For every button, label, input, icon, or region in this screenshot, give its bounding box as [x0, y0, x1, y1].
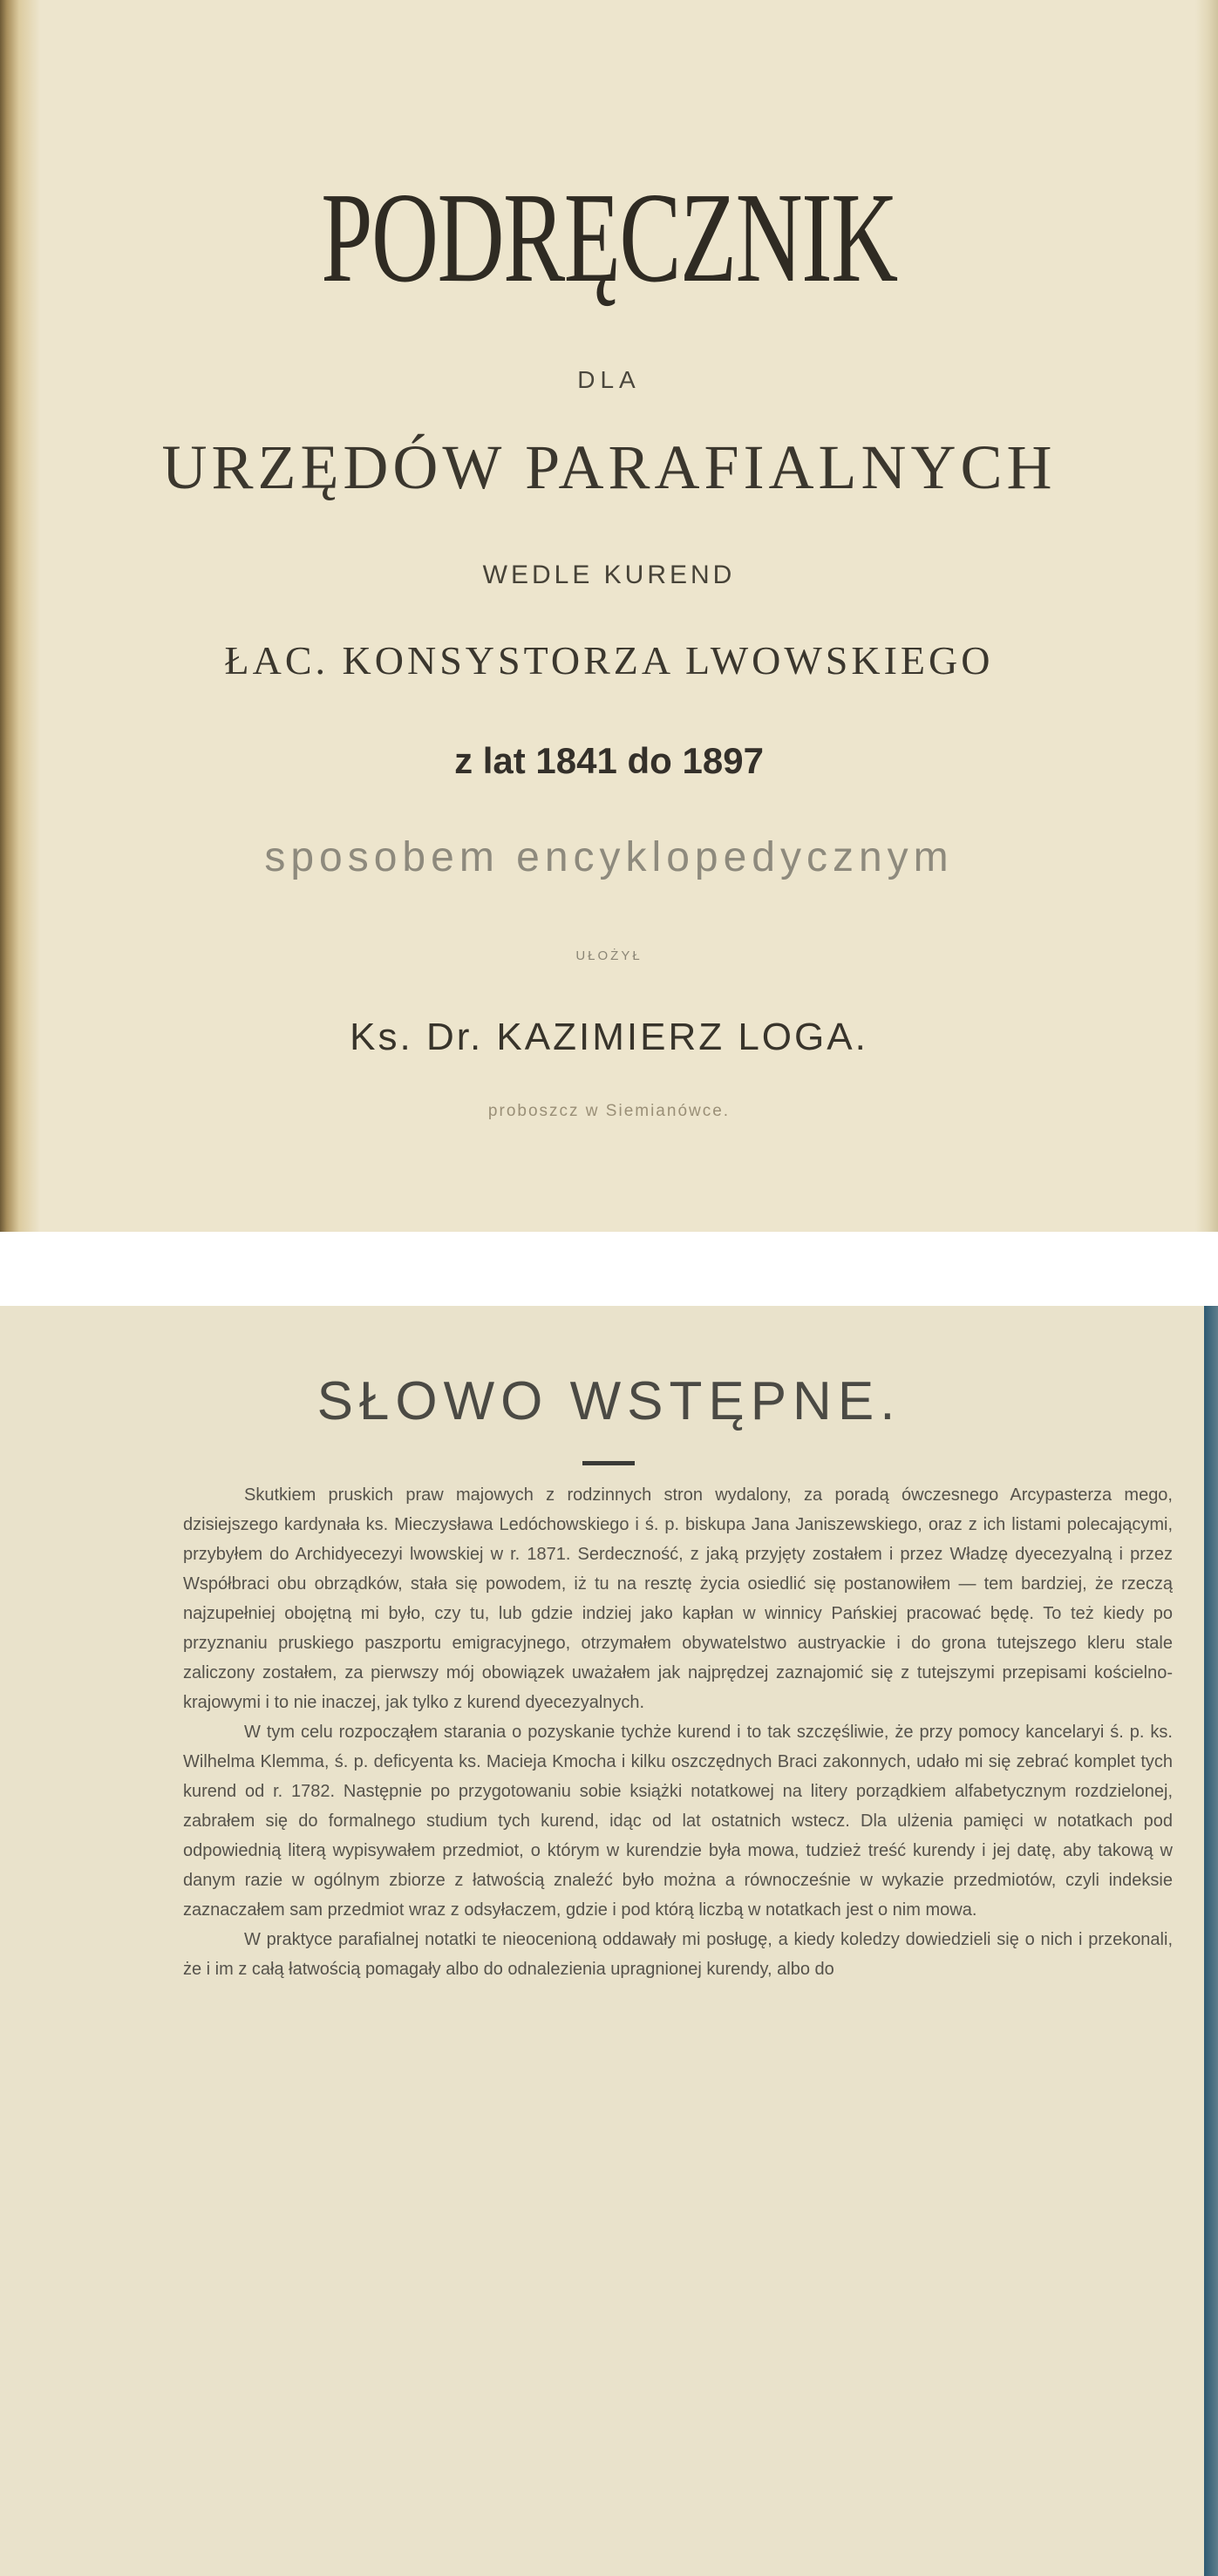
preface-paragraph: W praktyce parafialnej notatki te nieocenioną oddawały mi posługę, a kiedy koledzy dowiedzieli się o nich i przekonali, że i im z całą łatwością pomagały albo do odnalezienia upragnionej kurendy, albo do	[183, 1930, 1173, 1979]
source-line: WEDLE KUREND	[482, 561, 736, 589]
preface-paragraph: Skutkiem pruskich praw majowych z rodzinnych stron wydalony, za poradą ówczesnego Arcypasterza mego, dzisiejszego kardynała ks. Mieczysława Ledóchowskiego i ś. p. biskupa Jana Janiszewskiego, oraz z ich listami polecającymi, przybyłem do Archidyecezyi lwowskiej w r. 1871. Serdeczność, z jaką przyjęty zostałem i przez Władzę dyecezyalną i przez Współbraci obu obrządków, stała się powodem, iż tu na resztę życia osiedlić się postanowiłem — tem bardziej, że rzeczą najzupełniej obojętną mi było, czy tu, lub gdzie indziej jako kapłan w winnicy Pańskiej pracować będę. To też kiedy po przyznaniu pruskiego paszportu emigracyjnego, otrzymałem obywatelstwo austryackie i do grona tutejszego kleru stale zaliczony zostałem, za pierwszy mój obowiązek uważałem jak najprędzej zaznajomić się z tutejszymi przepisami kościelno-krajowymi i to nie inaczej, jak tylko z kurend dyecezyalnych.	[183, 1485, 1173, 1712]
book-title: PODRĘCZNIK	[321, 167, 897, 309]
author-name: Ks. Dr. KAZIMIERZ LOGA.	[350, 1016, 868, 1058]
years-line: z lat 1841 do 1897	[454, 740, 764, 781]
title-page	[0, 0, 1218, 1232]
author-role: proboszcz w Siemianówce.	[487, 1102, 731, 1120]
preface-heading: SŁOWO WSTĘPNE.	[316, 1371, 902, 1431]
title-connector: DLA	[577, 366, 641, 393]
method-line: sposobem encyklopedycznym	[264, 834, 954, 880]
heading-rule	[582, 1461, 635, 1465]
preface-paragraph: W tym celu rozpocząłem starania o pozyskanie tychże kurend i to tak szczęśliwie, że przy pomocy kancelaryi ś. p. ks. Wilhelma Klemma, ś. p. deficyenta ks. Macieja Kmocha i kilku oszczędnych Braci zakonnych, udało mi się zebrać komplet tych kurend od r. 1782. Następnie po przygotowaniu sobie książki notatkowej na litery porządkiem alfabetycznym rozdzielonej, zabrałem się do formalnego studium tych kurend, idąc od lat ostatnich wstecz. Dla ulżenia pamięci w notatkach pod odpowiednią literą wypisywałem przedmiot, o którym w kurendzie była mowa, tudzież treść kurendy i jej datę, aby takową w danym razie w ogólnym zbiorze z łatwością znaleźć było można a równocześnie w wykazie przedmiotów, czyli indeksie zaznaczałem sam przedmiot wraz z odsyłaczem, gdzie i pod którą liczbą w notatkach jest o nim mowa.	[183, 1723, 1173, 1920]
consistory-line: ŁAC. KONSYSTORZA LWOWSKIEGO	[224, 638, 994, 683]
book-subtitle: URZĘDÓW PARAFIALNYCH	[161, 432, 1057, 502]
preface-body	[183, 1480, 1173, 1984]
compiled-by-label: UŁOŻYŁ	[575, 948, 643, 963]
page-edge	[1204, 1306, 1218, 2576]
